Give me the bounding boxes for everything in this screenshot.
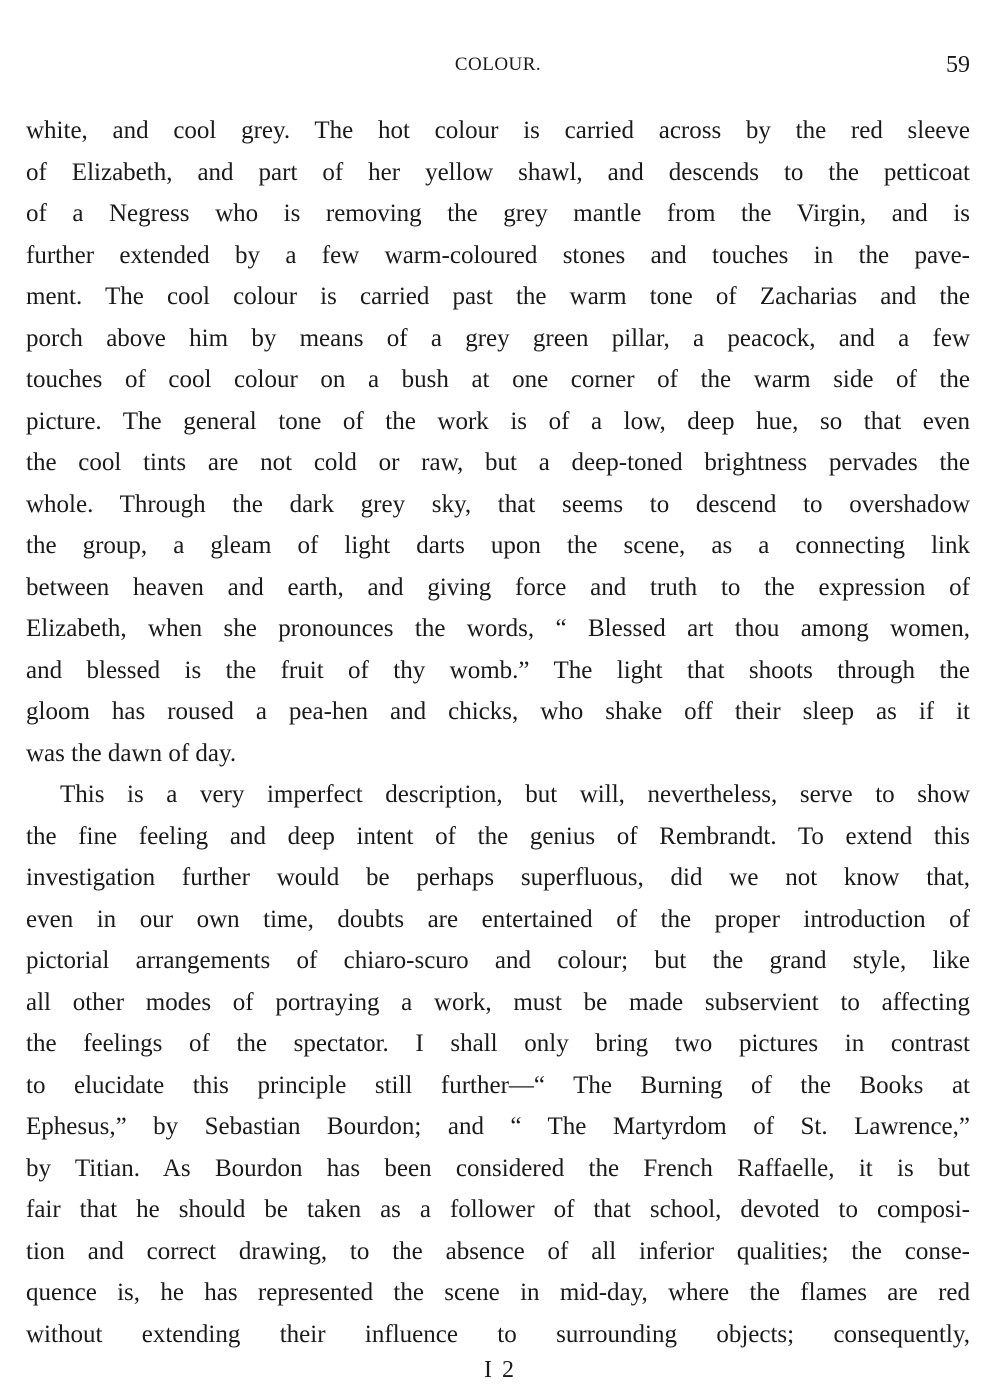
text-line: the group, a gleam of light darts upon the scene, as a connecting link <box>26 532 970 559</box>
text-line: further extended by a few warm-coloured stones and touches in the pave- <box>26 241 970 269</box>
text-line: Elizabeth, when she pronounces the words, “ Blessed art thou among women, <box>26 615 970 642</box>
running-title: COLOUR. <box>454 54 542 75</box>
text-line: the feelings of the spectator. I shall only bring two pictures in contrast <box>26 1030 970 1057</box>
signature-mark: I 2 <box>484 1357 516 1383</box>
text-line: porch above him by means of a grey green pillar, a peacock, and a few <box>26 324 970 352</box>
text-line: whole. Through the dark grey sky, that seems to descend to overshadow <box>26 490 970 518</box>
text-line: without extending their influence to surrounding objects; consequently, <box>26 1320 970 1348</box>
text-line: This is a very imperfect description, but will, nevertheless, serve to show <box>60 781 970 808</box>
text-line: picture. The general tone of the work is of a low, deep hue, so that even <box>26 407 970 435</box>
text-line: fair that he should be taken as a follower of that school, devoted to composi- <box>26 1196 970 1223</box>
page-number: 59 <box>946 52 970 78</box>
text-line: even in our own time, doubts are entertained of the proper introduction of <box>26 905 970 933</box>
body-text <box>26 110 970 1355</box>
text-line: the cool tints are not cold or raw, but a deep-toned brightness pervades the <box>26 449 970 476</box>
text-line: touches of cool colour on a bush at one corner of the warm side of the <box>26 366 970 393</box>
text-line: of a Negress who is removing the grey mantle from the Virgin, and is <box>26 200 970 227</box>
text-line: white, and cool grey. The hot colour is carried across by the red sleeve <box>26 117 970 144</box>
text-line: to elucidate this principle still further—“ The Burning of the Books at <box>26 1071 970 1099</box>
text-line: of Elizabeth, and part of her yellow shawl, and descends to the petticoat <box>26 158 970 186</box>
text-line: between heaven and earth, and giving force and truth to the expression of <box>26 573 970 601</box>
text-line: and blessed is the fruit of thy womb.” The light that shoots through the <box>26 656 970 684</box>
text-line: was the dawn of day. <box>26 739 237 767</box>
text-line: quence is, he has represented the scene in mid-day, where the flames are red <box>26 1279 970 1306</box>
text-line: investigation further would be perhaps superfluous, did we not know that, <box>26 864 970 891</box>
text-line: the fine feeling and deep intent of the genius of Rembrandt. To extend this <box>26 822 970 850</box>
text-line: tion and correct drawing, to the absence of all inferior qualities; the conse- <box>26 1237 970 1265</box>
text-line: Ephesus,” by Sebastian Bourdon; and “ The Martyrdom of St. Lawrence,” <box>26 1113 970 1140</box>
text-line: by Titian. As Bourdon has been considered the French Raffaelle, it is but <box>26 1154 970 1182</box>
text-line: all other modes of portraying a work, must be made subservient to affecting <box>26 988 970 1016</box>
text-line: pictorial arrangements of chiaro-scuro and colour; but the grand style, like <box>26 947 970 974</box>
text-line: ment. The cool colour is carried past the warm tone of Zacharias and the <box>26 283 970 310</box>
running-head <box>26 50 970 80</box>
text-line: gloom has roused a pea-hen and chicks, who shake off their sleep as if it <box>26 698 970 725</box>
